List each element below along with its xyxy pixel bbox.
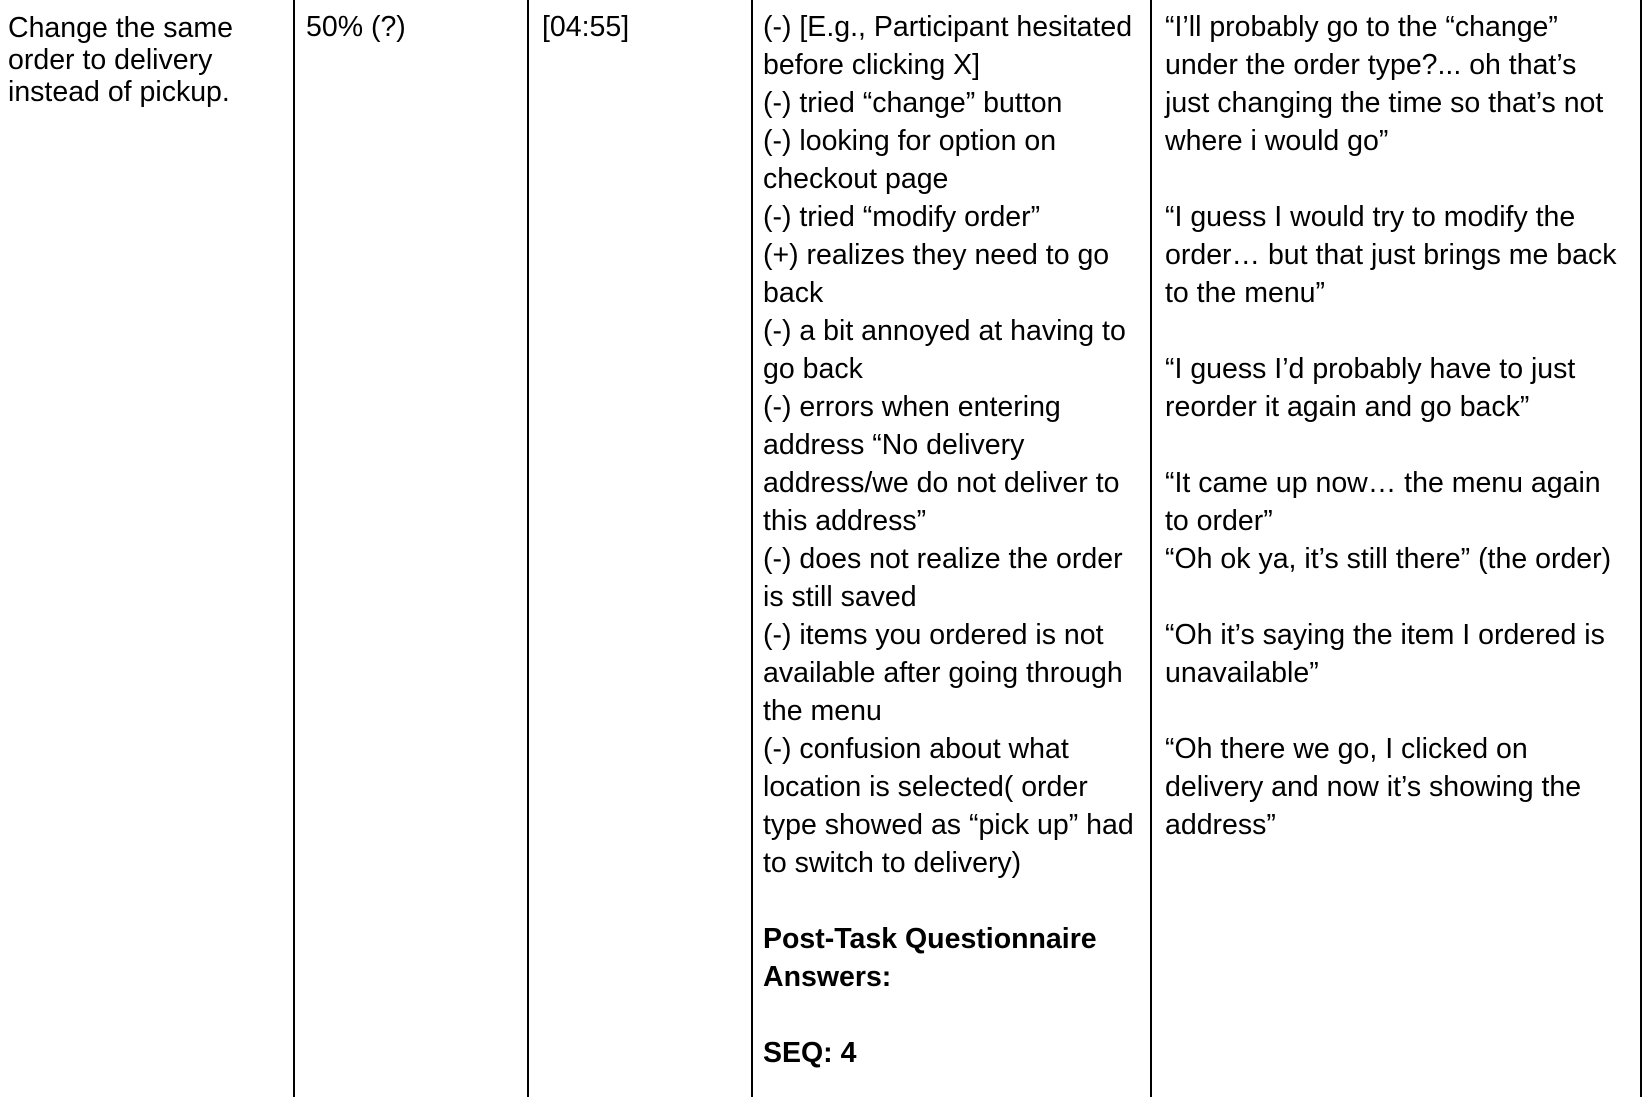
observation-line: Post-Task Questionnaire Answers: [763, 923, 1097, 993]
observation-line: SEQ: 4 [763, 1037, 857, 1069]
observation-line: (-) tried “modify order” [763, 201, 1041, 233]
quote-line: “Oh ok ya, it’s still there” (the order) [1165, 543, 1612, 575]
quote-line [1165, 692, 1626, 730]
quote-line: “Oh it’s saying the item I ordered is unavailable” [1165, 619, 1605, 689]
observation-line [763, 882, 1136, 920]
quote-line: “I’ll probably go to the “change” under the order type?... oh that’s just changing the time so that’s not where i would go” [1165, 11, 1604, 157]
observation-line: (-) errors when entering address “No delivery address/we do not deliver to this address” [763, 391, 1120, 537]
quote-line: “Oh there we go, I clicked on delivery and now it’s showing the address” [1165, 733, 1582, 841]
participant-quotes-cell [1150, 0, 1642, 1097]
completion-rate-value: 50% (?) [306, 11, 406, 43]
quote-line: “I guess I’d probably have to just reorder it again and go back” [1165, 353, 1576, 423]
observation-line: (-) items you ordered is not available after going through the menu [763, 619, 1123, 727]
quote-line [1165, 312, 1626, 350]
time-on-task-value: [04:55] [542, 11, 630, 43]
observation-line: (-) looking for option on checkout page [763, 125, 1057, 195]
observation-line: (-) a bit annoyed at having to go back [763, 315, 1126, 385]
observation-line: (-) does not realize the order is still saved [763, 543, 1123, 613]
quote-line [1165, 426, 1626, 464]
quote-line [1165, 160, 1626, 198]
observation-line: (-) tried “change” button [763, 87, 1063, 119]
quote-line: “I guess I would try to modify the order… but that just brings me back to the menu” [1165, 201, 1617, 309]
observation-line: (-) confusion about what location is selected( order type showed as “pick up” had to switch to delivery) [763, 733, 1134, 879]
observation-line: (-) [E.g., Participant hesitated before clicking X] [763, 11, 1133, 81]
completion-rate-cell [293, 0, 527, 1097]
observations-cell [751, 0, 1150, 1097]
observation-line: (+) realizes they need to go back [763, 239, 1110, 309]
time-on-task-cell [527, 0, 751, 1097]
observation-line [763, 996, 1136, 1034]
task-description-text: Change the same order to delivery instead of pickup. [8, 12, 233, 108]
quote-line: “It came up now… the menu again to order” [1165, 467, 1601, 537]
task-description-cell [0, 0, 293, 1097]
quote-line [1165, 578, 1626, 616]
